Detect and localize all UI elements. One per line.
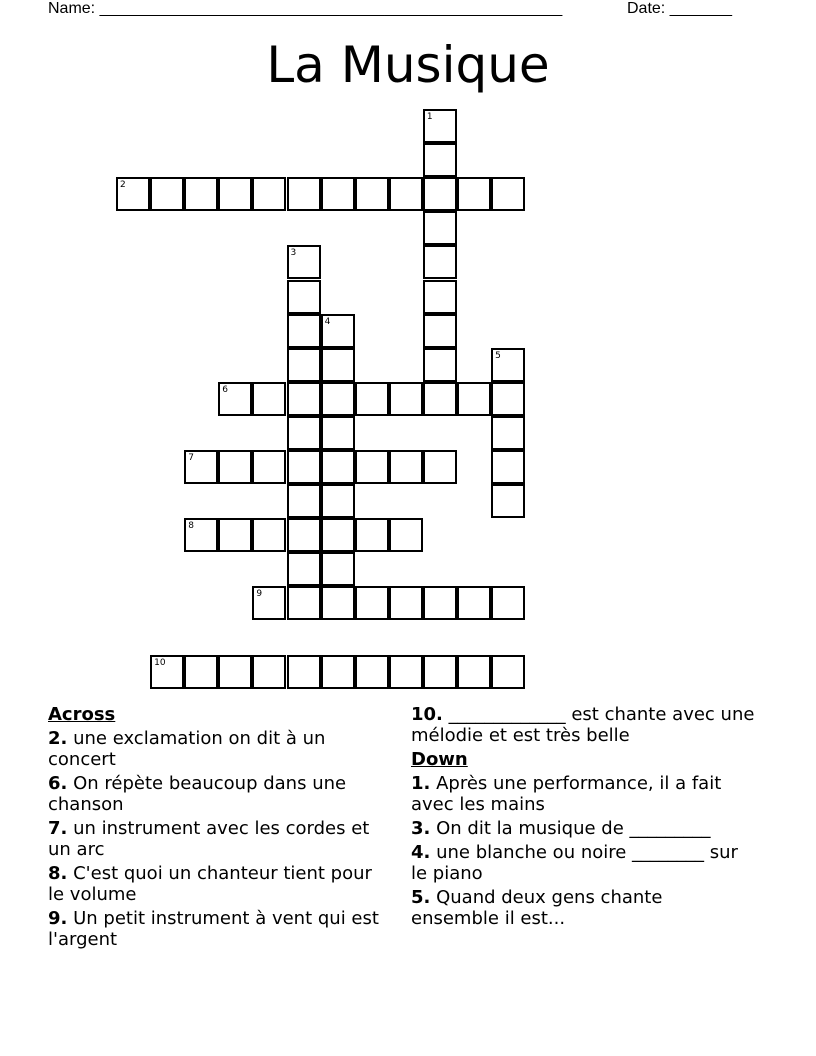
grid-cell[interactable]: [287, 518, 321, 552]
grid-cell[interactable]: [150, 177, 184, 211]
clue-number: 1: [426, 112, 433, 122]
grid-cell[interactable]: [252, 655, 286, 689]
grid-cell-3[interactable]: [287, 245, 321, 279]
grid-cell[interactable]: [423, 586, 457, 620]
grid-cell-1[interactable]: [423, 109, 457, 143]
clue-number: 9: [256, 589, 263, 600]
grid-cell[interactable]: [389, 586, 423, 620]
grid-cell[interactable]: [457, 655, 491, 689]
clue-across-6: 6. On répète beaucoup dans une chanson: [48, 773, 347, 815]
grid-cell[interactable]: [287, 484, 321, 518]
grid-cell[interactable]: [423, 314, 457, 348]
grid-cell[interactable]: [287, 314, 321, 348]
grid-cell[interactable]: [252, 518, 286, 552]
clue-across-10: 10. _____________ est chante avec une mélodie et est très belle: [411, 704, 755, 746]
page-title: La Musique: [266, 36, 550, 94]
grid-cell[interactable]: [321, 450, 355, 484]
grid-cell[interactable]: [321, 518, 355, 552]
grid-cell-7[interactable]: [184, 450, 218, 484]
grid-cell[interactable]: [321, 655, 355, 689]
grid-cell[interactable]: [321, 348, 355, 382]
date-field: Date: _______: [627, 0, 732, 17]
grid-cell[interactable]: [252, 382, 286, 416]
grid-cell-5[interactable]: [491, 348, 525, 382]
grid-cell[interactable]: [491, 586, 525, 620]
clue-across-7: 7. un instrument avec les cordes et un arc: [48, 818, 370, 860]
grid-cell[interactable]: [218, 450, 252, 484]
grid-cell[interactable]: [389, 518, 423, 552]
grid-cell[interactable]: [355, 586, 389, 620]
grid-cell[interactable]: [287, 280, 321, 314]
grid-cell[interactable]: [287, 655, 321, 689]
grid-cell-10[interactable]: [150, 655, 184, 689]
grid-cell[interactable]: [321, 484, 355, 518]
down-heading: Down: [411, 749, 468, 770]
grid-cell[interactable]: [218, 518, 252, 552]
grid-cell[interactable]: [491, 382, 525, 416]
grid-cell[interactable]: [321, 416, 355, 450]
grid-cell[interactable]: [184, 655, 218, 689]
grid-cell[interactable]: [423, 450, 457, 484]
clue-down-1: 1. Après une performance, il a fait avec les mains: [411, 773, 722, 815]
grid-cell[interactable]: [355, 382, 389, 416]
clue-down-5: 5. Quand deux gens chante ensemble il est...: [411, 887, 663, 929]
grid-cell[interactable]: [287, 416, 321, 450]
grid-cell[interactable]: [287, 552, 321, 586]
across-heading: Across: [48, 704, 116, 725]
clue-number: 7: [188, 453, 194, 463]
grid-cell[interactable]: [355, 450, 389, 484]
grid-cell[interactable]: [491, 177, 525, 211]
grid-cell[interactable]: [321, 177, 355, 211]
grid-cell[interactable]: [252, 177, 286, 211]
grid-cell[interactable]: [423, 245, 457, 279]
clue-across-2: 2. une exclamation on dit à un concert: [48, 728, 326, 770]
grid-cell[interactable]: [423, 655, 457, 689]
grid-cell[interactable]: [423, 348, 457, 382]
clue-down-4: 4. une blanche ou noire ________ sur le piano: [411, 842, 738, 884]
grid-cell-2[interactable]: [116, 177, 150, 211]
grid-cell[interactable]: [218, 177, 252, 211]
grid-cell[interactable]: [389, 655, 423, 689]
grid-cell[interactable]: [423, 211, 457, 245]
grid-cell-8[interactable]: [184, 518, 218, 552]
grid-cell[interactable]: [491, 416, 525, 450]
clue-number: 2: [120, 180, 126, 191]
grid-cell[interactable]: [423, 280, 457, 314]
grid-cell[interactable]: [389, 450, 423, 484]
grid-cell[interactable]: [321, 382, 355, 416]
grid-cell[interactable]: [287, 450, 321, 484]
name-field: Name: ____________________________________________________: [48, 0, 563, 17]
grid-cell[interactable]: [321, 552, 355, 586]
grid-cell[interactable]: [321, 586, 355, 620]
clue-number: 10: [154, 657, 166, 668]
grid-cell[interactable]: [355, 518, 389, 552]
grid-cell[interactable]: [423, 382, 457, 416]
grid-cell[interactable]: [491, 484, 525, 518]
grid-cell[interactable]: [252, 450, 286, 484]
clues-right-column: [411, 704, 756, 932]
grid-cell[interactable]: [457, 382, 491, 416]
grid-cell[interactable]: [423, 143, 457, 177]
grid-cell-9[interactable]: [252, 586, 286, 620]
clue-down-3: 3. On dit la musique de _________: [411, 818, 711, 839]
clue-number: 6: [222, 384, 229, 395]
clue-number: 5: [495, 350, 501, 361]
clue-number: 3: [290, 248, 297, 259]
grid-cell[interactable]: [184, 177, 218, 211]
clue-across-9: 9. Un petit instrument à vent qui est l'argent: [48, 908, 379, 950]
grid-cell[interactable]: [389, 382, 423, 416]
clue-number: 4: [324, 316, 331, 327]
grid-cell[interactable]: [355, 177, 389, 211]
grid-cell[interactable]: [287, 348, 321, 382]
grid-cell[interactable]: [287, 586, 321, 620]
grid-cell[interactable]: [423, 177, 457, 211]
clue-number: 8: [188, 521, 194, 532]
grid-cell[interactable]: [491, 655, 525, 689]
grid-cell-4[interactable]: [321, 314, 355, 348]
grid-cell[interactable]: [491, 450, 525, 484]
grid-cell[interactable]: [457, 177, 491, 211]
grid-cell[interactable]: [287, 177, 321, 211]
grid-cell[interactable]: [457, 586, 491, 620]
grid-cell[interactable]: [218, 655, 252, 689]
grid-cell[interactable]: [355, 655, 389, 689]
clue-across-8: 8. C'est quoi un chanteur tient pour le volume: [48, 863, 372, 905]
clues-left-column: [48, 704, 393, 953]
grid-cell-6[interactable]: [218, 382, 252, 416]
grid-cell[interactable]: [287, 382, 321, 416]
grid-cell[interactable]: [389, 177, 423, 211]
